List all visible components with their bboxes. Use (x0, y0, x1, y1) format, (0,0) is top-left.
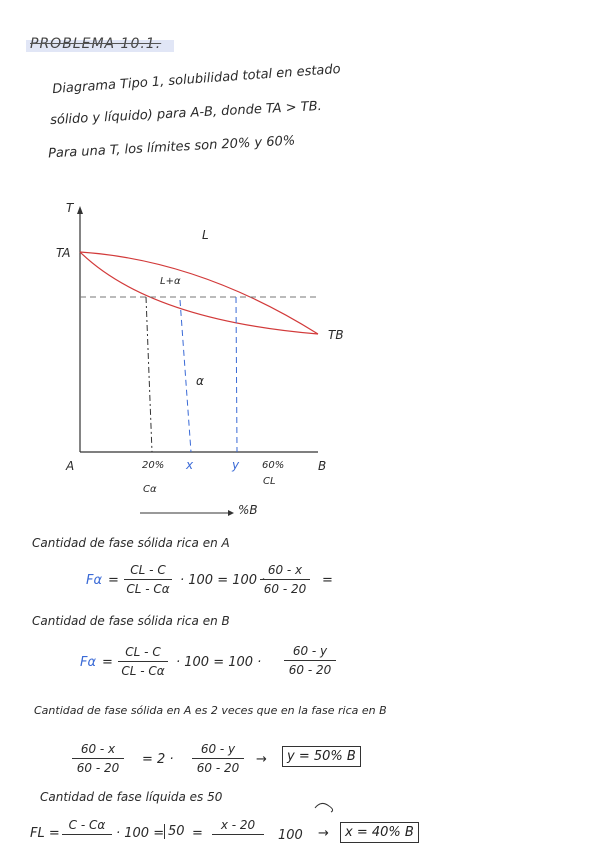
page-title: PROBLEMA 10.1. (30, 36, 162, 52)
eq2-f2-den: 60 - 20 (288, 663, 332, 677)
liquid-region-label: L (202, 228, 209, 242)
eq4-fraction-2 (212, 818, 264, 837)
section-1-heading: Cantidad de fase sólida rica en A (32, 536, 230, 550)
eq4-f1-num: C - Cα (68, 818, 106, 832)
eq4-value: 50 (164, 824, 185, 839)
eq2-fraction-1 (118, 645, 168, 678)
eq4-lhs: FL = (30, 826, 60, 841)
eq4-f2-num: x - 20 (220, 818, 256, 832)
eq2-fraction-2 (284, 644, 336, 677)
section-3-heading: Cantidad de fase sólida en A es 2 veces que en la fase rica en B (34, 704, 387, 717)
liquidus-curve (80, 252, 318, 334)
eq3-result-box: y = 50% B (282, 746, 361, 767)
eq1-fraction-1 (124, 563, 172, 596)
axis-label-b: B (318, 459, 327, 473)
section-2-heading: Cantidad de fase sólida rica en B (32, 614, 230, 628)
eq3-fraction-2 (192, 742, 244, 775)
drop-line-20 (146, 297, 152, 452)
percent-b-label: %B (238, 503, 258, 517)
eq2-f1-den: CL - Cα (121, 664, 165, 678)
c-alpha-label: Cα (143, 484, 157, 495)
scribble (315, 803, 333, 812)
eq3-fraction-1 (72, 742, 124, 775)
eq4-result-box: x = 40% B (340, 822, 419, 843)
axis-label-a: A (66, 459, 75, 473)
eq4-equals: = (192, 826, 203, 841)
eq2-mid: · 100 = 100 · (176, 655, 262, 670)
eq1-lhs: Fα (86, 573, 103, 588)
c-l-label: CL (263, 476, 276, 487)
eq3-mid: = 2 · (142, 752, 174, 767)
eq3-arrow: → (256, 752, 267, 767)
intro-line-1: Diagrama Tipo 1, solubilidad total en estado (51, 61, 342, 98)
eq2-f1-num: CL - C (125, 645, 161, 659)
eq4-mid: · 100 = (116, 826, 165, 841)
eq4-fraction-1 (62, 818, 112, 837)
tick-20: 20% (142, 460, 165, 471)
two-phase-label: L+α (160, 276, 181, 287)
eq4-arrow: → (318, 826, 329, 841)
eq1-f1-den: CL - Cα (126, 582, 170, 596)
tb-label: TB (328, 328, 344, 342)
section-4-heading: Cantidad de fase líquida es 50 (40, 790, 223, 804)
t-axis-arrow (77, 206, 83, 214)
eq1-end: = (322, 573, 333, 588)
solidus-curve (80, 252, 318, 334)
ta-label: TA (56, 246, 71, 260)
tick-60: 60% (262, 460, 285, 471)
eq1-f1-num: CL - C (130, 563, 166, 577)
tick-y: y (232, 458, 240, 472)
t-axis-label: T (66, 201, 74, 215)
eq2-f2-num: 60 - y (292, 644, 328, 658)
eq2-equals: = (102, 655, 113, 670)
eq1-f2-num: 60 - x (267, 563, 303, 577)
intro-line-2: sólido y líquido) para A-B, donde TA > TB. (49, 98, 323, 129)
eq1-fraction-2 (260, 563, 310, 596)
eq3-f2-num: 60 - y (200, 742, 236, 756)
eq3-f1-den: 60 - 20 (76, 761, 120, 775)
eq1-mid: · 100 = 100 · (180, 573, 266, 588)
drop-line-y (236, 297, 237, 452)
alpha-region-label: α (196, 374, 204, 388)
eq3-f2-den: 60 - 20 (196, 761, 240, 775)
eq1-f2-den: 60 - 20 (263, 582, 307, 596)
intro-line-3: Para una T, los límites son 20% y 60% (47, 133, 296, 162)
eq2-lhs: Fα (80, 655, 97, 670)
percent-b-arrowhead (228, 510, 234, 516)
eq1-equals: = (108, 573, 119, 588)
eq4-hundred: 100 (278, 828, 303, 843)
tick-x: x (186, 458, 194, 472)
eq3-f1-num: 60 - x (80, 742, 116, 756)
drop-line-x (180, 300, 191, 452)
